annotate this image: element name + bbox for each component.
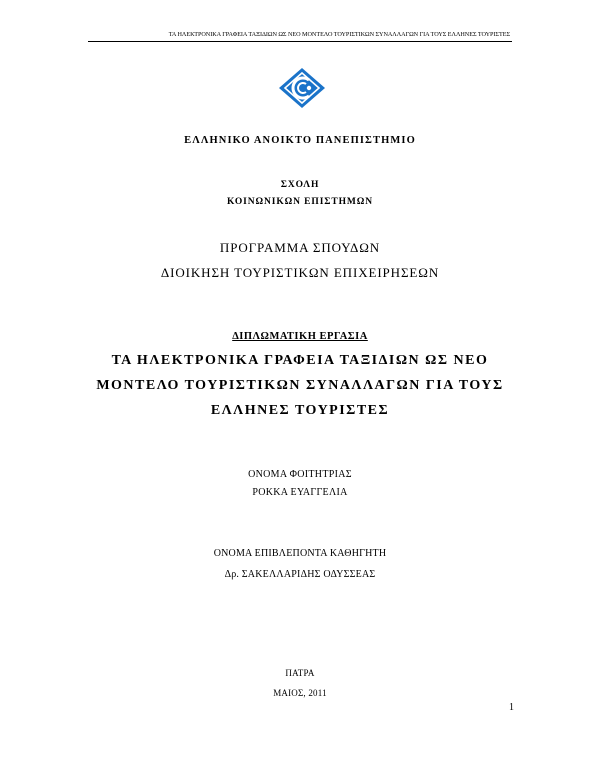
running-header: ΤΑ ΗΛΕΚΤΡΟΝΙΚΑ ΓΡΑΦΕΙΑ ΤΑΞΙΔΙΩΝ ΩΣ ΝΕΟ ΜΟΝΤΕΛΟ ΤΟΥΡΙΣΤΙΚΩΝ ΣΥΝΑΛΛΑΓΩΝ ΓΙΑ ΤΟΥΣ ΕΛΛΗΝΕΣ ΤΟΥΡΙΣΤΕΣ <box>168 31 510 38</box>
page-number: 1 <box>509 702 514 713</box>
student-label: ΟΝΟΜΑ ΦΟΙΤΗΤΡΙΑΣ <box>248 469 352 480</box>
thesis-title-line-3: ΕΛΛΗΝΕΣ ΤΟΥΡΙΣΤΕΣ <box>210 403 390 418</box>
university-logo-icon <box>278 67 326 109</box>
thesis-type: ΔΙΠΛΩΜΑΤΙΚΗ ΕΡΓΑΣΙΑ <box>232 331 368 342</box>
school-label: ΣΧΟΛΗ <box>280 180 320 190</box>
thesis-title-line-1: ΤΑ ΗΛΕΚΤΡΟΝΙΚΑ ΓΡΑΦΕΙΑ ΤΑΞΙΔΙΩΝ ΩΣ ΝΕΟ <box>111 353 489 368</box>
supervisor-name: Δρ. ΣΑΚΕΛΛΑΡΙΔΗΣ ΟΔΥΣΣΕΑΣ <box>224 569 376 580</box>
school-name: ΚΟΙΝΩΝΙΚΩΝ ΕΠΙΣΤΗΜΩΝ <box>226 197 374 207</box>
university-name: ΕΛΛΗΝΙΚΟ ΑΝΟΙΚΤΟ ΠΑΝΕΠΙΣΤΗΜΙΟ <box>184 135 416 146</box>
city: ΠΑΤΡΑ <box>285 668 315 678</box>
student-name: ΡΟΚΚΑ ΕΥΑΓΓΕΛΙΑ <box>252 487 348 498</box>
program-label: ΠΡΟΓΡΑΜΜΑ ΣΠΟΥΔΩΝ <box>219 240 381 255</box>
date: ΜΑΙΟΣ, 2011 <box>273 688 327 698</box>
program-name: ΔΙΟΙΚΗΣΗ ΤΟΥΡΙΣΤΙΚΩΝ ΕΠΙΧΕΙΡΗΣΕΩΝ <box>160 265 440 280</box>
header-divider <box>88 41 512 42</box>
supervisor-label: ΟΝΟΜΑ ΕΠΙΒΛΕΠΟΝΤΑ ΚΑΘΗΓΗΤΗ <box>213 548 387 559</box>
thesis-title-line-2: ΜΟΝΤΕΛΟ ΤΟΥΡΙΣΤΙΚΩΝ ΣΥΝΑΛΛΑΓΩΝ ΓΙΑ ΤΟΥΣ <box>96 378 504 393</box>
